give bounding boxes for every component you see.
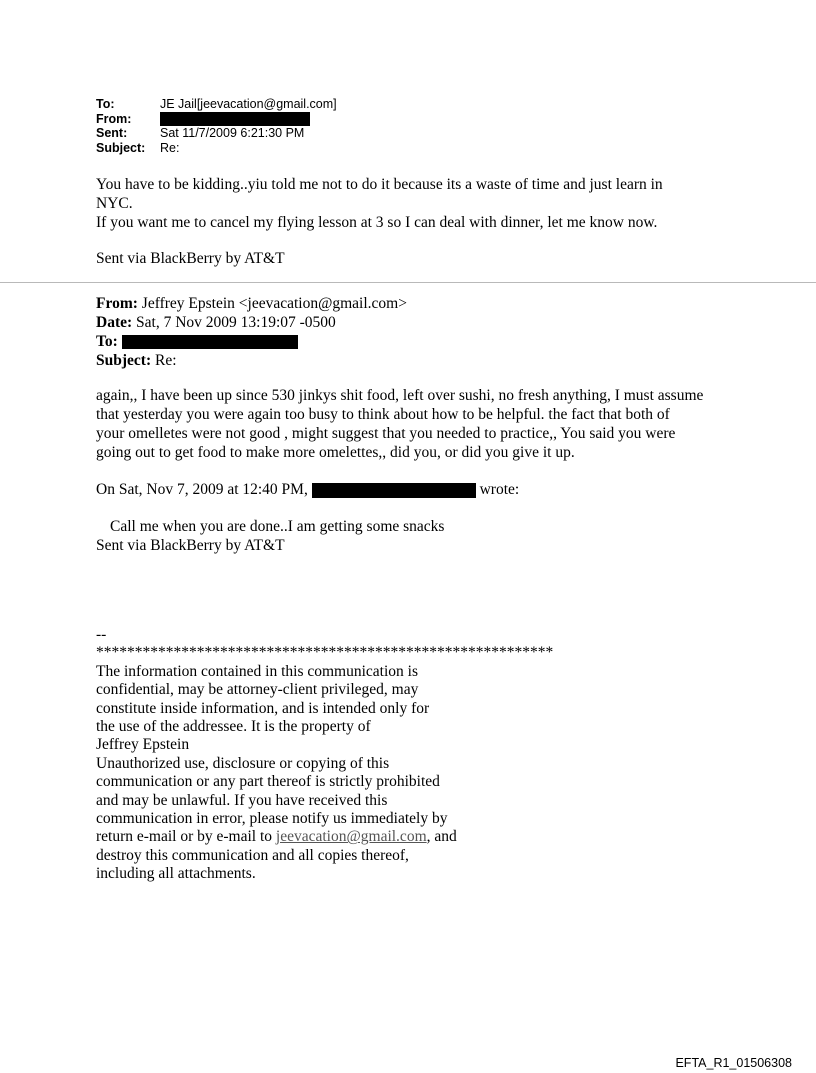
from-label: From: bbox=[96, 111, 132, 126]
body-line: your omelletes were not good , might suggest that you needed to practice,, You said you were bbox=[96, 425, 676, 442]
quote-intro-suffix: wrote: bbox=[479, 481, 520, 498]
email-header-2 bbox=[96, 294, 407, 370]
date-value: Sat, 7 Nov 2009 13:19:07 -0500 bbox=[136, 314, 336, 331]
date-label: Date: bbox=[96, 314, 133, 331]
disclaimer-line: including all attachments. bbox=[96, 865, 256, 883]
body-line: NYC. bbox=[96, 195, 133, 212]
header-from-row bbox=[96, 294, 407, 313]
to-label: To: bbox=[96, 333, 118, 350]
redaction-box bbox=[312, 483, 476, 498]
body-line: that yesterday you were again too busy to think about how to be helpful. the fact that both of bbox=[96, 406, 670, 423]
disclaimer-line: Jeffrey Epstein bbox=[96, 736, 190, 754]
header-subject-row bbox=[96, 141, 337, 156]
email-link[interactable]: jeevacation@gmail.com bbox=[275, 828, 427, 846]
email-body-2 bbox=[96, 386, 703, 555]
redaction-box bbox=[160, 112, 310, 126]
from-value: Jeffrey Epstein <jeevacation@gmail.com> bbox=[141, 295, 407, 312]
quoted-line: Call me when you are done..I am getting some snacks bbox=[110, 518, 445, 535]
quote-intro bbox=[96, 480, 703, 499]
email-body-1 bbox=[96, 175, 663, 268]
quote-intro-prefix: On Sat, Nov 7, 2009 at 12:40 PM, bbox=[96, 481, 308, 498]
disclaimer-line: destroy this communication and all copies thereof, bbox=[96, 846, 409, 864]
body-line: again,, I have been up since 530 jinkys shit food, left over sushi, no fresh anything, I must assume bbox=[96, 387, 704, 404]
disclaimer-line: the use of the addressee. It is the property of bbox=[96, 718, 371, 736]
header-sent-row bbox=[96, 126, 337, 141]
disclaimer-stars: *********************************************************** bbox=[96, 644, 554, 662]
divider bbox=[0, 282, 816, 283]
disclaimer-line: communication or any part thereof is strictly prohibited bbox=[96, 773, 440, 791]
body-line: going out to get food to make more omelettes,, did you, or did you give it up. bbox=[96, 444, 575, 461]
return-prefix: return e-mail or by e-mail to bbox=[96, 828, 276, 846]
disclaimer-dashes: -- bbox=[96, 626, 107, 643]
return-suffix: , and bbox=[426, 828, 457, 846]
quoted-signature: Sent via BlackBerry by AT&T bbox=[96, 537, 285, 554]
subject-label: Subject: bbox=[96, 352, 152, 369]
from-label: From: bbox=[96, 295, 138, 312]
disclaimer-line: The information contained in this communication is bbox=[96, 662, 418, 680]
subject-label: Subject: bbox=[96, 140, 146, 155]
disclaimer-line: constitute inside information, and is intended only for bbox=[96, 699, 430, 717]
document-id: EFTA_R1_01506308 bbox=[675, 1056, 792, 1070]
disclaimer-line: Unauthorized use, disclosure or copying of this bbox=[96, 754, 390, 772]
redaction-box bbox=[122, 335, 298, 349]
to-label: To: bbox=[96, 97, 115, 111]
disclaimer bbox=[96, 626, 553, 884]
subject-value: Re: bbox=[154, 352, 177, 369]
signature: Sent via BlackBerry by AT&T bbox=[96, 250, 285, 267]
header-from-row bbox=[96, 112, 337, 127]
to-value: JE Jail[jeevacation@gmail.com] bbox=[160, 97, 337, 111]
header-date-row bbox=[96, 313, 407, 332]
subject-value: Re: bbox=[160, 140, 180, 155]
sent-label: Sent: bbox=[96, 126, 128, 140]
body-line: You have to be kidding..yiu told me not to do it because its a waste of time and just learn in bbox=[96, 176, 663, 193]
body-line: If you want me to cancel my flying lesson at 3 so I can deal with dinner, let me know now. bbox=[96, 214, 658, 231]
disclaimer-line: communication in error, please notify us immediately by bbox=[96, 810, 448, 828]
disclaimer-line: confidential, may be attorney-client privileged, may bbox=[96, 681, 419, 699]
header-subject-row bbox=[96, 351, 407, 370]
sent-value: Sat 11/7/2009 6:21:30 PM bbox=[160, 126, 305, 140]
email-header-1 bbox=[96, 97, 337, 155]
header-to-row bbox=[96, 97, 337, 112]
header-to-row bbox=[96, 332, 407, 351]
disclaimer-return-line bbox=[96, 828, 553, 846]
disclaimer-line: and may be unlawful. If you have received this bbox=[96, 791, 388, 809]
